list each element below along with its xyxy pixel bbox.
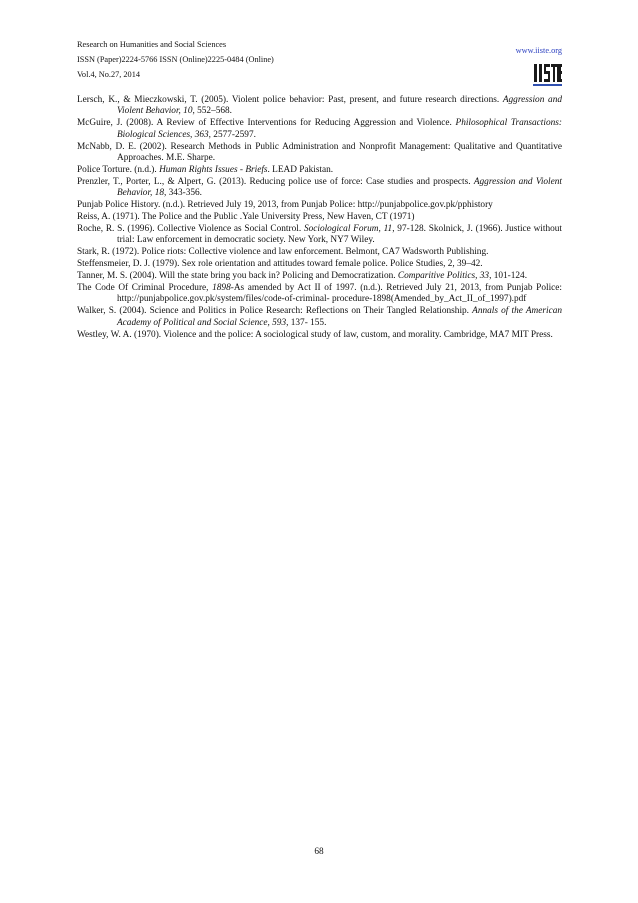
reference-entry: Lersch, K., & Mieczkowski, T. (2005). Violent police behavior: Past, present, and future research directions. Aggression and Violent Behavior, 10, 552–568. — [77, 95, 562, 117]
reference-entry: Steffensmeier, D. J. (1979). Sex role orientation and attitudes toward female police. Police Studies, 2, 39–42. — [77, 259, 483, 270]
reference-entry: The Code Of Criminal Procedure, 1898-As amended by Act II of 1997. (n.d.). Retrieved July 21, 2013, from Punjab Police: http://punjabpolice.gov.pk/system/files/code-of-criminal- procedure-1898(Amended_by_Act_II_of_1997).pdf — [77, 283, 562, 305]
reference-entry: McGuire, J. (2008). A Review of Effective Interventions for Reducing Aggression and Violence. Philosophical Transactions: Biological Sciences, 363, 2577-2597. — [77, 118, 562, 140]
reference-list — [77, 95, 562, 342]
reference-entry: Reiss, A. (1971). The Police and the Public .Yale University Press, New Haven, CT (1971) — [77, 212, 415, 223]
reference-entry: Roche, R. S. (1996). Collective Violence as Social Control. Sociological Forum, 11, 97-128. Skolnick, J. (1966). Justice without trial: Law enforcement in democratic society. New York, NY7 Wiley. — [77, 223, 562, 246]
page-number: 68 — [314, 847, 324, 857]
page-header — [77, 40, 562, 90]
reference-entry: Stark, R. (1972). Police riots: Collective violence and law enforcement. Belmont, CA7 Wadsworth Publishing. — [77, 247, 489, 258]
journal-title: Research on Humanities and Social Sciences — [77, 40, 227, 49]
reference-entry: Punjab Police History. (n.d.). Retrieved July 19, 2013, from Punjab Police: http://punjabpolice.gov.pk/pphistory — [77, 200, 493, 211]
issn-line: ISSN (Paper)2224-5766 ISSN (Online)2225-0484 (Online) — [77, 55, 274, 64]
reference-entry: Tanner, M. S. (2004). Will the state bring you back in? Policing and Democratization. Comparitive Politics, 33, 101-124. — [77, 271, 528, 282]
reference-entry: Police Torture. (n.d.). Human Rights Issues - Briefs. LEAD Pakistan. — [77, 164, 334, 175]
iiste-logo — [533, 61, 562, 88]
journal-url-link[interactable]: www.iiste.org — [515, 46, 562, 55]
reference-entry: McNabb, D. E. (2002). Research Methods in Public Administration and Nonprofit Management: Qualitative and Quantitative Approaches. M.E. Sharpe. — [77, 141, 562, 164]
reference-entry: Westley, W. A. (1970). Violence and the police: A sociological study of law, custom, and morality. Cambridge, MA7 MIT Press. — [77, 329, 553, 340]
volume-line: Vol.4, No.27, 2014 — [77, 70, 140, 79]
reference-entry: Walker, S. (2004). Science and Politics in Police Research: Reflections on Their Tangled Relationship. Annals of the American Academy of Political and Social Science, 593, 137- 155. — [77, 306, 562, 328]
reference-entry: Prenzler, T., Porter, L., & Alpert, G. (2013). Reducing police use of force: Case studies and prospects. Aggression and Violent Behavior, 18, 343-356. — [77, 176, 562, 199]
